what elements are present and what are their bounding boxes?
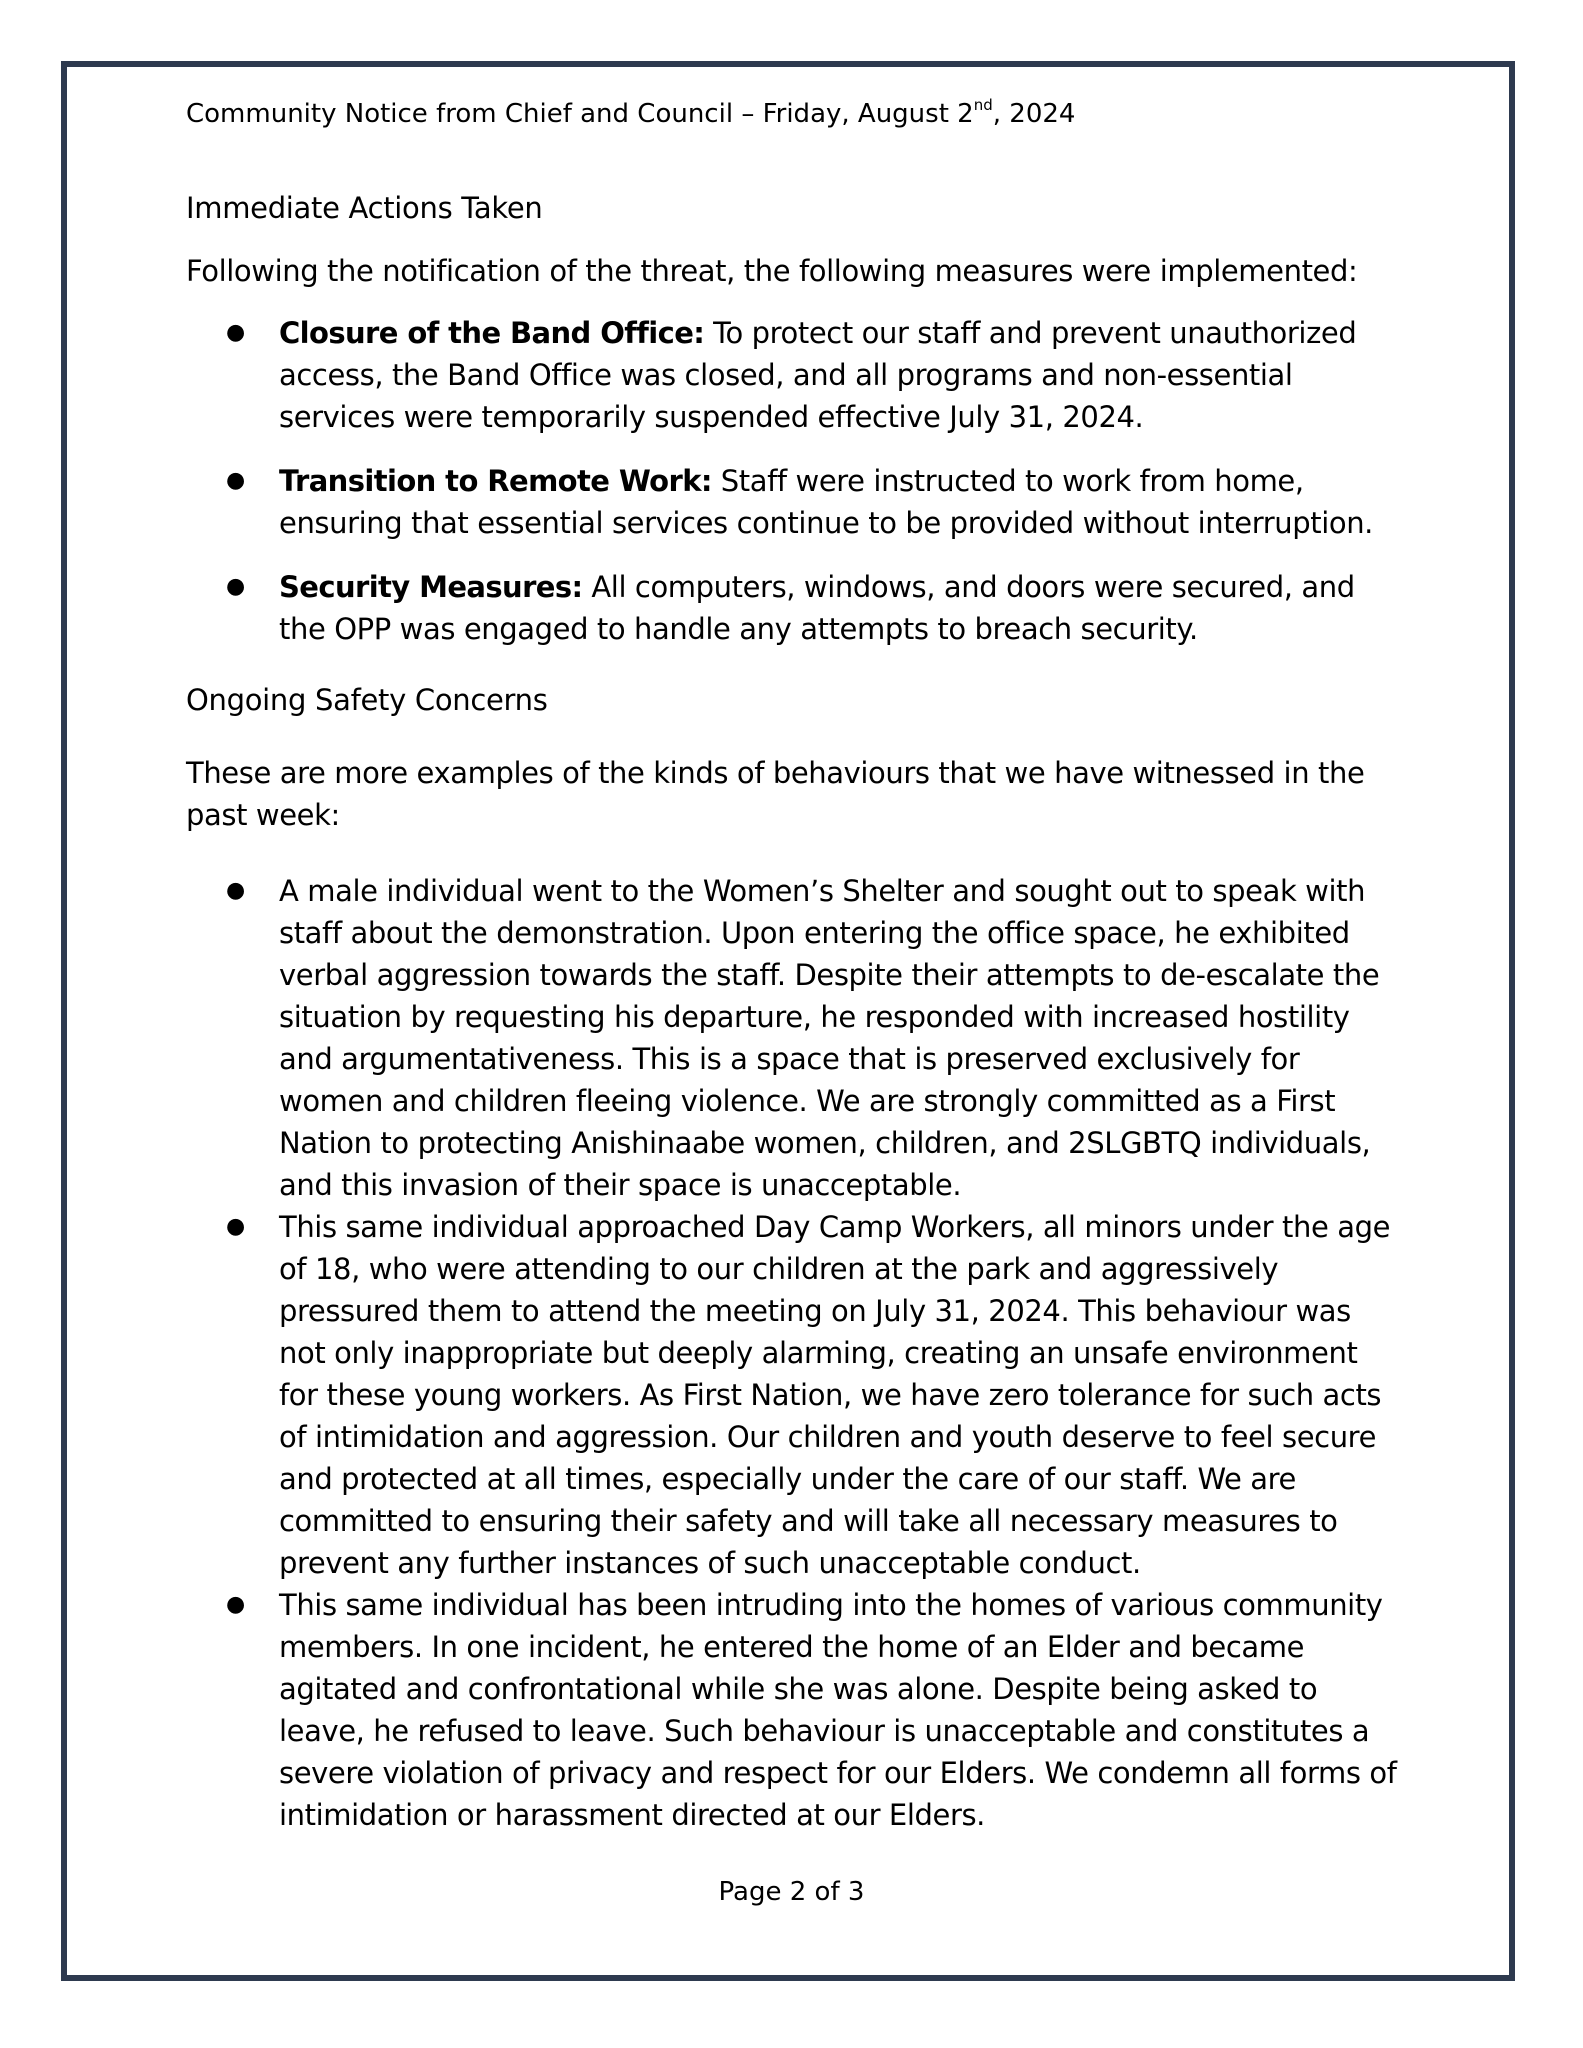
ongoing-concerns-intro: These are more examples of the kinds of behaviours that we have witnessed in the past week: xyxy=(186,756,1365,832)
bullet-icon: ● xyxy=(226,1214,245,1239)
notice-header xyxy=(186,96,1075,132)
bullet-icon: ● xyxy=(226,574,245,599)
list-item xyxy=(186,1584,1401,1836)
page-number: Page 2 of 3 xyxy=(718,1877,865,1907)
bullet-icon: ● xyxy=(226,468,245,493)
bullet-icon: ● xyxy=(226,320,245,345)
item-text: This same individual has been intruding into the homes of various community members. In one incident, he entered the home of an Elder and became agitated and confrontational while she was alone. Despite being asked to leave, he refused to leave. Such behaviour is unacceptable and constitutes a severe violation of privacy and respect for our Elders. We condemn all forms of intimidation or harassment directed at our Elders. xyxy=(279,1588,1397,1832)
header-year: , 2024 xyxy=(992,99,1076,129)
list-item xyxy=(186,460,1401,544)
bullet-icon: ● xyxy=(226,878,245,903)
ongoing-concerns-list xyxy=(186,870,1401,1836)
heading-immediate-actions: Immediate Actions Taken xyxy=(186,191,543,225)
header-ordinal-suffix: nd xyxy=(973,96,993,115)
item-text: All computers, windows, and doors were secured, and the OPP was engaged to handle any attempts to breach security. xyxy=(279,570,1355,646)
immediate-actions-list xyxy=(186,312,1401,650)
item-text: A male individual went to the Women’s Shelter and sought out to speak with staff about the demonstration. Upon entering the office space, he exhibited verbal aggression towards the staff. Despite their attempts to de-escalate the situation by requesting his departure, he responded with increased hostility and argumentativeness. This is a space that is preserved exclusively for women and children fleeing violence. We are strongly committed as a First Nation to protecting Anishinaabe women, children, and 2SLGBTQ individuals, and this invasion of their space is unacceptable. xyxy=(279,874,1380,1202)
header-text: Community Notice from Chief and Council – Friday, August 2 xyxy=(186,99,974,129)
item-text: Staff were instructed to work from home, ensuring that essential services continue to be provided without interruption. xyxy=(279,464,1373,540)
item-term: Closure of the Band Office: xyxy=(279,316,705,350)
item-text: To protect our staff and prevent unauthorized access, the Band Office was closed, and all programs and non-essential services were temporarily suspended effective July 31, 2024. xyxy=(279,316,1357,434)
immediate-actions-intro: Following the notification of the threat, the following measures were implemented: xyxy=(186,254,1358,288)
heading-ongoing-concerns: Ongoing Safety Concerns xyxy=(186,683,548,717)
item-term: Security Measures: xyxy=(279,570,583,604)
list-item xyxy=(186,566,1401,650)
item-term: Transition to Remote Work: xyxy=(279,464,712,498)
list-item xyxy=(186,870,1401,1206)
bullet-icon: ● xyxy=(226,1592,245,1617)
item-text: This same individual approached Day Camp Workers, all minors under the age of 18, who were attending to our children at the park and aggressively pressured them to attend the meeting on July 31, 2024. This behaviour was not only inappropriate but deeply alarming, creating an unsafe environment for these young workers. As First Nation, we have zero tolerance for such acts of intimidation and aggression. Our children and youth deserve to feel secure and protected at all times, especially under the care of our staff. We are committed to ensuring their safety and will take all necessary measures to prevent any further instances of such unacceptable conduct. xyxy=(279,1210,1391,1580)
list-item xyxy=(186,1206,1401,1584)
list-item xyxy=(186,312,1401,438)
